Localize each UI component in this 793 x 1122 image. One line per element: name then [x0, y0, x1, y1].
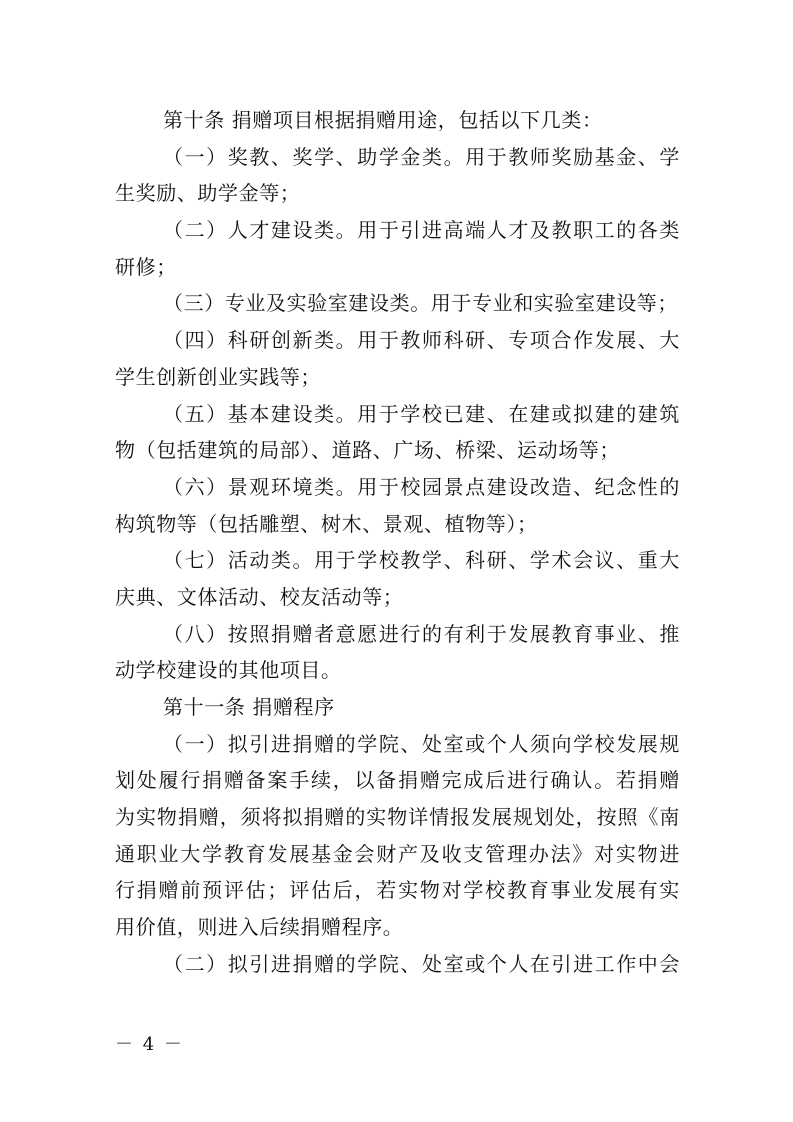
- paragraph-line: 庆典、文体活动、校友活动等；: [115, 584, 404, 609]
- paragraph-line: 学生创新创业实践等；: [115, 364, 321, 389]
- paragraph-line: 物（包括建筑的局部）、道路、广场、桥梁、运动场等；: [115, 438, 620, 463]
- article-11-heading: 第十一条 捐赠程序: [163, 695, 335, 719]
- paragraph-line: （八）按照捐赠者意愿进行的有利于发展教育事业、推: [163, 621, 680, 646]
- paragraph-line: 通职业大学教育发展基金会财产及收支管理办法》对实物进: [115, 841, 680, 866]
- paragraph-line: （四）科研创新类。用于教师科研、专项合作发展、大: [163, 328, 680, 353]
- paragraph-line: （一）奖教、奖学、助学金类。用于教师奖励基金、学: [163, 144, 680, 169]
- paragraph-line: （五）基本建设类。用于学校已建、在建或拟建的建筑: [163, 401, 680, 426]
- paragraph-line: 划处履行捐赠备案手续，以备捐赠完成后进行确认。若捐赠: [115, 768, 680, 793]
- paragraph-line: 行捐赠前预评估；评估后，若实物对学校教育事业发展有实: [115, 878, 680, 903]
- paragraph-line: （六）景观环境类。用于校园景点建设改造、纪念性的: [163, 474, 680, 499]
- paragraph-line: （一）拟引进捐赠的学院、处室或个人须向学校发展规: [163, 731, 680, 756]
- article-10-heading: 第十条 捐赠项目根据捐赠用途，包括以下几类：: [163, 108, 603, 132]
- page-number: － 4 －: [115, 1034, 184, 1055]
- paragraph-line: （二）人才建设类。用于引进高端人才及教职工的各类: [163, 218, 680, 243]
- paragraph-line: 构筑物等（包括雕塑、树木、景观、植物等）；: [115, 511, 538, 536]
- paragraph-line: 用价值，则进入后续捐赠程序。: [115, 915, 404, 940]
- paragraph-line: （二）拟引进捐赠的学院、处室或个人在引进工作中会: [163, 951, 680, 976]
- paragraph-line: 为实物捐赠，须将拟捐赠的实物详情报发展规划处，按照《南: [115, 805, 680, 830]
- document-body: [115, 102, 680, 983]
- paragraph-line: （七）活动类。用于学校教学、科研、学术会议、重大: [163, 548, 680, 573]
- paragraph-line: 动学校建设的其他项目。: [115, 658, 342, 683]
- paragraph-line: 生奖励、助学金等；: [115, 181, 301, 206]
- paragraph-line: （三）专业及实验室建设类。用于专业和实验室建设等；: [163, 291, 678, 316]
- paragraph-line: 研修；: [115, 254, 177, 279]
